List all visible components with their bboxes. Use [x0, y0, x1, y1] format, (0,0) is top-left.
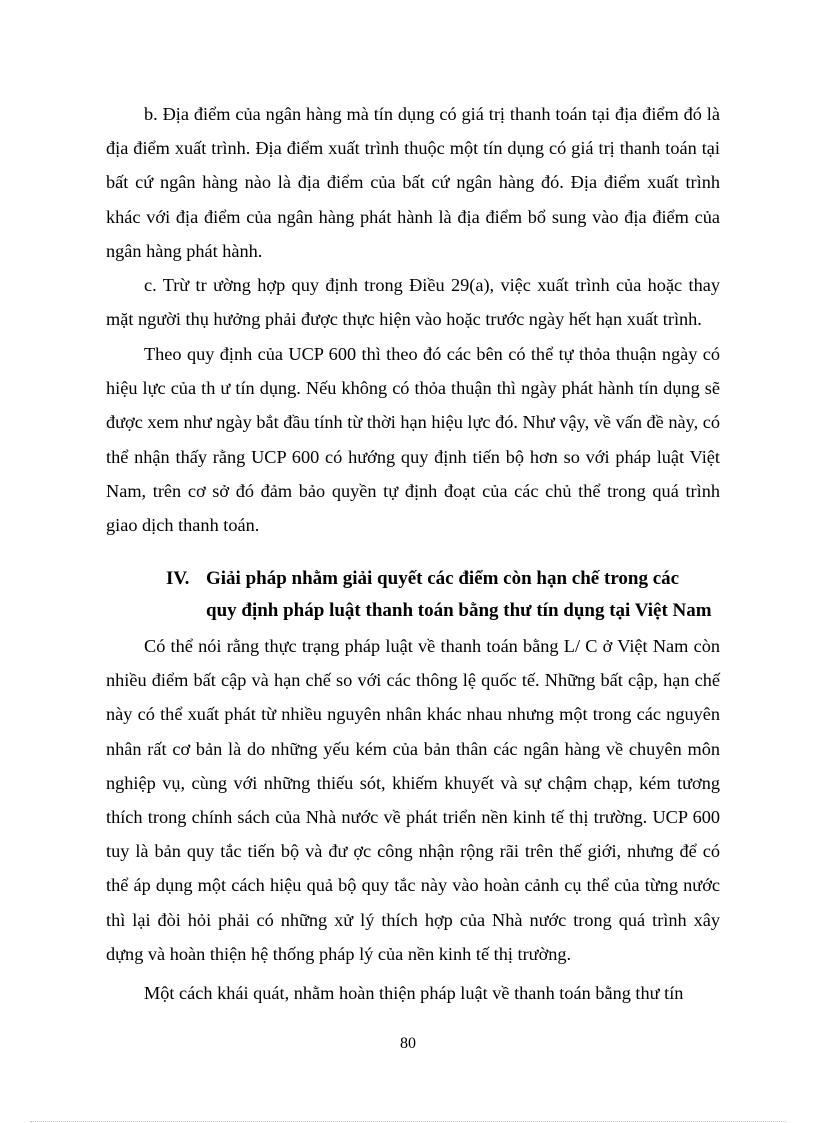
page-number: 80 — [400, 1035, 416, 1052]
paragraph-c: c. Trừ tr ường hợp quy định trong Điều 29(a), việc xuất trình của hoặc thay mặt người thụ hưởng phải được thực hiện vào hoặc trước ngày hết hạn xuất trình. — [106, 275, 720, 330]
section-heading-number: IV. — [166, 568, 190, 589]
page-bottom-rule — [30, 1121, 786, 1122]
paragraph-b: b. Địa điểm của ngân hàng mà tín dụng có giá trị thanh toán tại địa điểm đó là địa điểm xuất trình. Địa điểm xuất trình thuộc một tín dụng có giá trị thanh toán tại bất cứ ngân hàng nào là địa điểm của bất cứ ngân hàng đó. Địa điểm xuất trình khác với địa điểm của ngân hàng phát hành là địa điểm bổ sung vào địa điểm của ngân hàng phát hành. — [106, 104, 720, 261]
paragraph-ucp-600: Theo quy định của UCP 600 thì theo đó các bên có thể tự thỏa thuận ngày có hiệu lực của th ư tín dụng. Nếu không có thỏa thuận thì ngày phát hành tín dụng sẽ được xem như ngày bắt đầu tính từ thời hạn hiệu lực đó. Như vậy, về vấn đề này, có thể nhận thấy rằng UCP 600 có hướng quy định tiến bộ hơn so với pháp luật Việt Nam, trên cơ sở đó đảm bảo quyền tự định đoạt của các chủ thể trong quá trình giao dịch thanh toán. — [106, 344, 720, 536]
section-heading-line-2: quy định pháp luật thanh toán bằng thư tín dụng tại Việt Nam — [206, 600, 712, 621]
section-heading-line-1: Giải pháp nhằm giải quyết các điểm còn hạn chế trong các — [206, 568, 680, 589]
paragraph-intro: Có thể nói rằng thực trạng pháp luật về thanh toán bằng L/ C ở Việt Nam còn nhiều điểm bất cập và hạn chế so với các thông lệ quốc tế. Những bất cập, hạn chế này có thể xuất phát từ nhiều nguyên nhân khác nhau nhưng một trong các nguyên nhân rất cơ bản là do những yếu kém của bản thân các ngân hàng về chuyên môn nghiệp vụ, cùng với những thiếu sót, khiếm khuyết và sự chậm chạp, kém tương thích trong chính sách của Nhà nước về phát triển nền kinh tế thị trường. UCP 600 tuy là bản quy tắc tiến bộ và đư ợc công nhận rộng rãi trên thế giới, nhưng để có thể áp dụng một cách hiệu quả bộ quy tắc này vào hoàn cảnh cụ thể của từng nước thì lại đòi hỏi phải có những xử lý thích hợp của Nhà nước trong quá trình xây dựng và hoàn thiện hệ thống pháp lý của nền kinh tế thị trường. — [106, 636, 720, 964]
section-heading — [166, 563, 726, 627]
paragraph-last: Một cách khái quát, nhằm hoàn thiện pháp luật về thanh toán bằng thư tín — [144, 983, 684, 1003]
